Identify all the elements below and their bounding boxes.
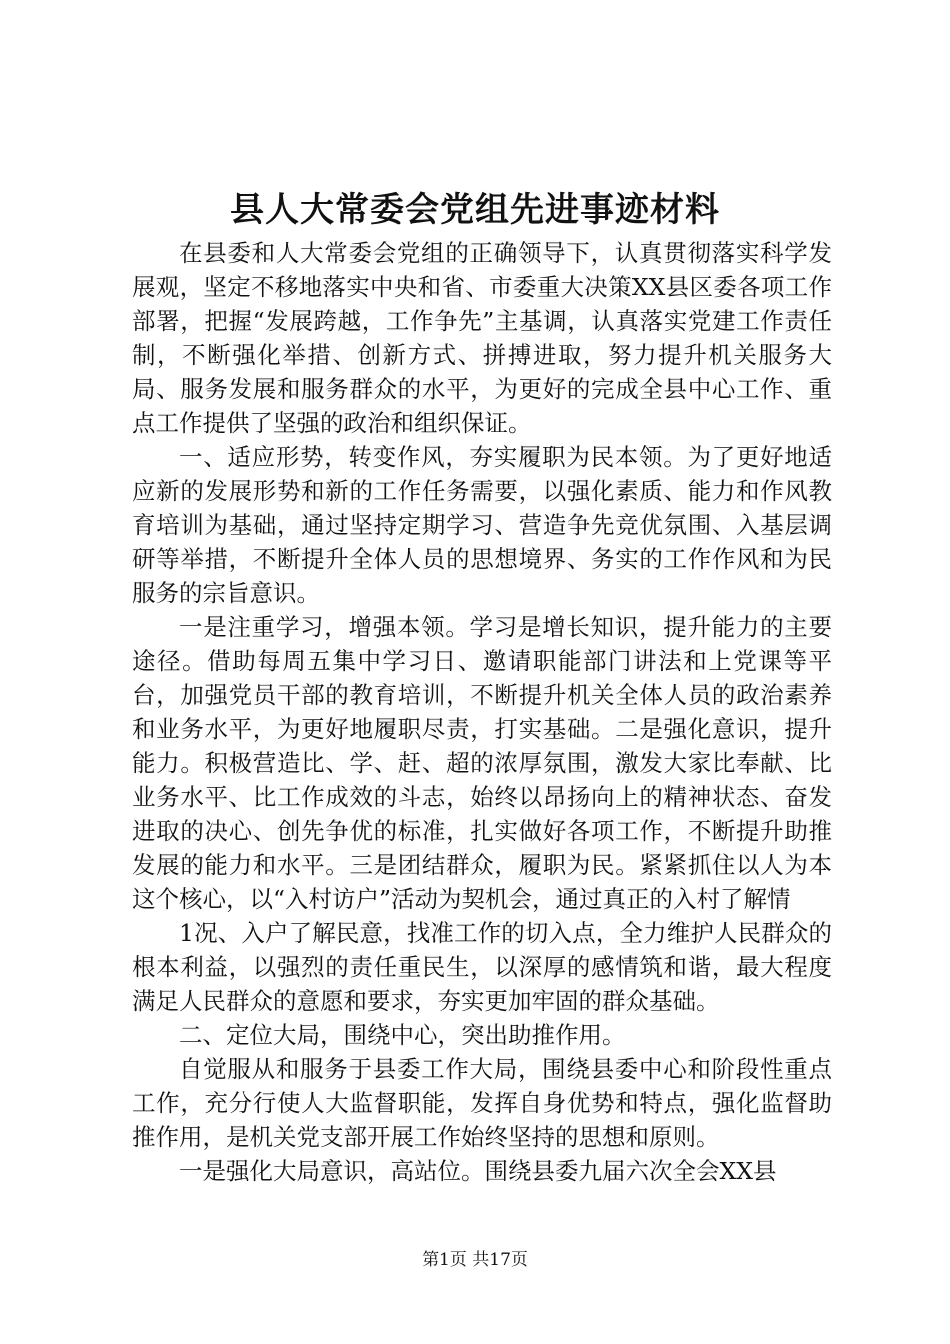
document-body [132,236,832,1188]
paragraph-section-one-points: 一是注重学习，增强本领。学习是增长知识，提升能力的主要途径。借助每周五集中学习日、邀请职能部门讲法和上党课等平台，加强党员干部的教育培训，不断提升机关全体人员的政治素养和业务水平，为更好地履职尽责，打实基础。二是强化意识，提升能力。积极营造比、学、赶、超的浓厚氛围，激发大家比奉献、比业务水平、比工作成效的斗志，始终以昂扬向上的精神状态、奋发进取的决心、创先争优的标准，扎实做好各项工作，不断提升助推发展的能力和水平。三是团结群众，履职为民。紧紧抓住以人为本这个核心，以“入村访户”活动为契机会，通过真正的入村了解情 [132,613,832,913]
paragraph-continuation: 1况、入户了解民意，找准工作的切入点，全力维护人民群众的根本利益，以强烈的责任重民生，以深厚的感情筑和谐，最大程度满足人民群众的意愿和要求，夯实更加牢固的群众基础。 [132,919,832,1015]
page-number-footer: 第1页 共17页 [422,1250,528,1270]
paragraph-section-one: 一、适应形势，转变作风，夯实履职为民本领。为了更好地适应新的发展形势和新的工作任务需要，以强化素质、能力和作风教育培训为基础，通过坚持定期学习、营造争先竞优氛围、入基层调研等举措，不断提升全体人员的思想境界、务实的工作作风和为民服务的宗旨意识。 [132,443,832,607]
paragraph-section-two-heading: 二、定位大局，围绕中心，突出助推作用。 [179,1021,626,1049]
document-title: 县人大常委会党组先进事迹材料 [230,190,720,230]
paragraph-section-two: 自觉服从和服务于县委工作大局，围绕县委中心和阶段性重点工作，充分行使人大监督职能，发挥自身优势和特点，强化监督助推作用，是机关党支部开展工作始终坚持的思想和原则。 [132,1055,832,1151]
paragraph-section-two-point-one: 一是强化大局意识，高站位。围绕县委九届六次全会XX县 [179,1157,777,1185]
paragraph-intro: 在县委和人大常委会党组的正确领导下，认真贯彻落实科学发展观，坚定不移地落实中央和省、市委重大决策XX县区委各项工作部署，把握“发展跨越，工作争先”主基调，认真落实党建工作责任制，不断强化举措、创新方式、拼搏进取，努力提升机关服务大局、服务发展和服务群众的水平，为更好的完成全县中心工作、重点工作提供了坚强的政治和组织保证。 [132,239,832,437]
